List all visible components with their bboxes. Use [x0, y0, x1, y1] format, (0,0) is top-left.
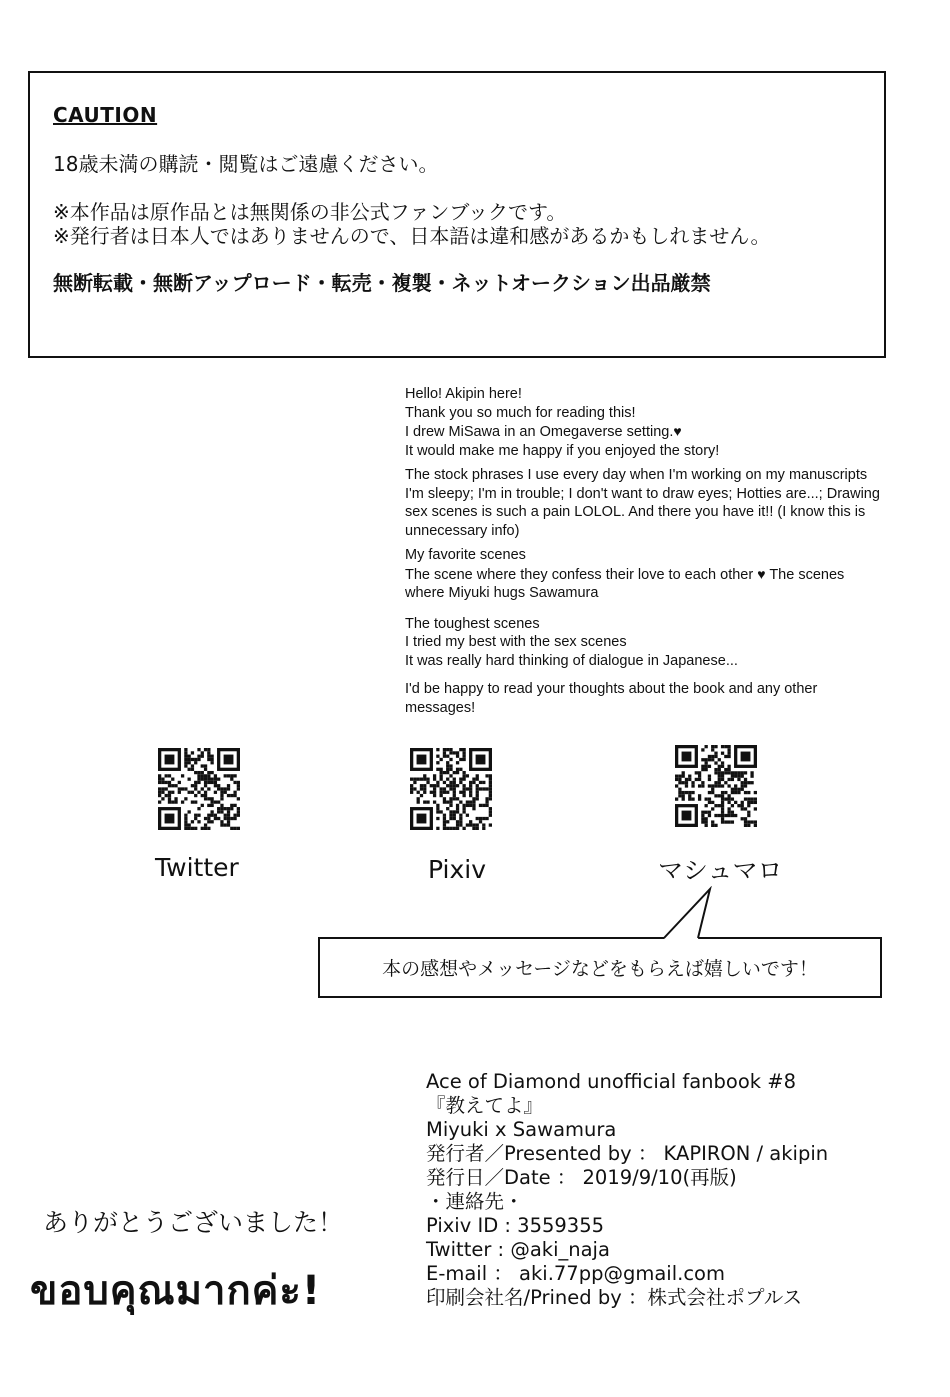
contact-heading: ・連絡先・: [426, 1190, 524, 1213]
printer: 印刷会社名/Prined by ：株式会社ポプルス: [426, 1286, 803, 1309]
paragraph-title: The stock phrases I use every day when I'm working on my manuscripts: [405, 467, 868, 483]
book-title: Ace of Diamond unofficial fanbook #8: [426, 1070, 797, 1093]
favorite-scenes-paragraph: [405, 546, 883, 603]
publish-date: 発行日／Date ： 2019/9/10(再版): [426, 1166, 737, 1189]
publisher: 発行者／Presented by ： KAPIRON / akipin: [426, 1142, 829, 1165]
paragraph-line: It was really hard thinking of dialogue in Japanese...: [405, 652, 738, 669]
speech-bubble-text: 本の感想やメッセージなどをもらえば嬉しいです！: [382, 958, 818, 980]
closing-paragraph: [405, 680, 883, 717]
toughest-scenes-paragraph: [405, 615, 883, 671]
greeting-paragraph: [405, 385, 883, 460]
greeting-line: It would make me happy if you enjoyed the story!: [405, 442, 720, 459]
reproduction-prohibited-notice: 無断転載・無断アップロード・転売・複製・ネットオークション出品厳禁: [53, 271, 711, 295]
pixiv-label: Pixiv: [428, 855, 487, 884]
caution-title: CAUTION: [53, 103, 158, 127]
paragraph-body: I'm sleepy; I'm in trouble; I don't want to draw eyes; Hotties are...; Drawing sex scenes is such a pain LOLOL. And there you have it!! (I know this is unnecessary info): [405, 485, 880, 539]
book-subtitle: 『教えてよ』: [426, 1094, 544, 1117]
speech-bubble-tail-icon: [650, 886, 720, 942]
unofficial-notice: ※本作品は原作品とは無関係の非公式ファンブックです。: [53, 200, 567, 224]
pixiv-id: Pixiv ID : 3559355: [426, 1214, 605, 1237]
greeting-line: Hello! Akipin here!: [405, 386, 522, 402]
greeting-line: I drew MiSawa in an Omegaverse setting.♥: [405, 423, 682, 440]
twitter-label: Twitter: [155, 853, 239, 882]
pixiv-qr-code-icon[interactable]: [410, 748, 492, 830]
caution-box: [28, 71, 886, 358]
heart-icon: ♥: [673, 423, 682, 439]
paragraph-body: I'd be happy to read your thoughts about the book and any other messages!: [405, 681, 818, 716]
twitter-qr-code-icon[interactable]: [158, 748, 240, 830]
paragraph-body: The scene where they confess their love to each other ♥ The scenes where Miyuki hugs Sawamura: [405, 565, 845, 601]
thanks-thai: ขอบคุณมากค่ะ!: [30, 1268, 322, 1314]
email: E-mail ： aki.77pp@gmail.com: [426, 1262, 725, 1285]
author-message: [405, 385, 883, 723]
thanks-japanese: ありがとうございました！: [43, 1208, 344, 1237]
colophon: [426, 1070, 828, 1310]
greeting-line: Thank you so much for reading this!: [405, 404, 636, 421]
twitter-handle: Twitter : @aki_naja: [426, 1238, 610, 1261]
pairing: Miyuki x Sawamura: [426, 1118, 617, 1141]
stock-phrases-paragraph: [405, 466, 883, 540]
marshmallow-qr-code-icon[interactable]: [675, 745, 757, 827]
paragraph-line: The toughest scenes: [405, 615, 540, 632]
age-restriction-notice: 18歳未満の購読・閲覧はご遠慮ください。: [53, 152, 439, 176]
paragraph-line: I tried my best with the sex scenes: [405, 634, 627, 650]
paragraph-title: My favorite scenes: [405, 547, 526, 563]
heart-icon: ♥: [757, 565, 766, 582]
marshmallow-label: マシュマロ: [658, 856, 783, 885]
speech-bubble: [318, 937, 882, 998]
non-native-notice: ※発行者は日本人ではありませんので、日本語は違和感があるかもしれません。: [53, 224, 771, 248]
